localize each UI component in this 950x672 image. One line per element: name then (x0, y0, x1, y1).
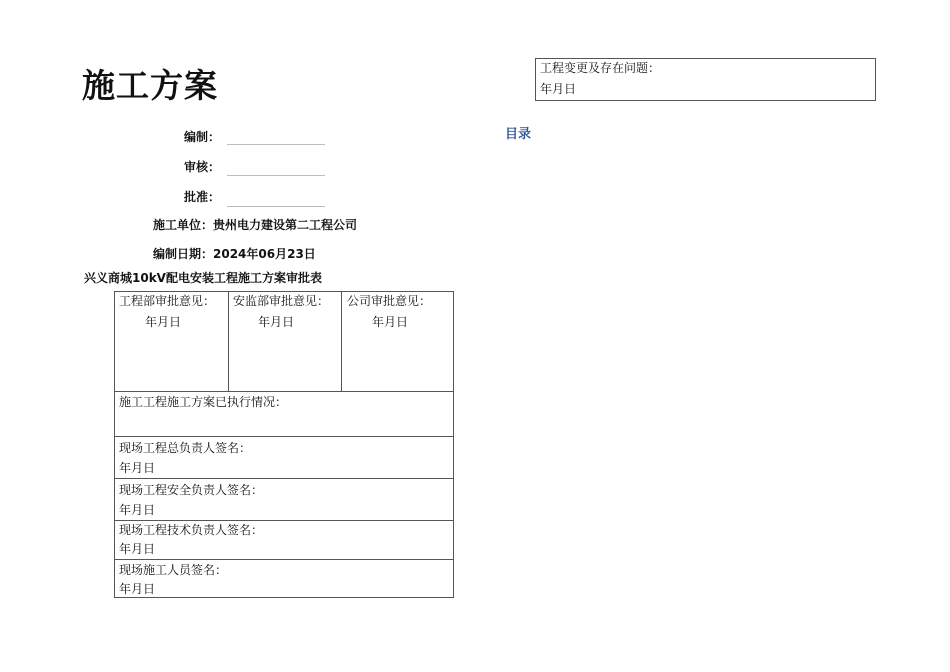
company-opinion-date: 年月日 (372, 315, 409, 329)
changes-label: 工程变更及存在问题： (540, 61, 661, 75)
toc-heading[interactable]: 目录 (505, 127, 532, 142)
row-divider-3 (115, 478, 453, 479)
technical-manager-signature-label: 现场工程技术负责人签名： (119, 523, 264, 537)
document-title: 施工方案 (82, 66, 218, 105)
compiled-by-label: 编制： (184, 130, 221, 144)
engineering-dept-opinion-label: 工程部审批意见： (119, 294, 216, 308)
approved-by-label: 批准： (184, 190, 221, 204)
changes-date: 年月日 (540, 82, 577, 96)
safety-dept-opinion-date: 年月日 (258, 315, 295, 329)
reviewed-by-label: 审核： (184, 160, 221, 174)
col-divider-1 (228, 292, 229, 391)
site-manager-signature-label: 现场工程总负责人签名： (119, 441, 252, 455)
compile-date: 编制日期：2024年06月23日 (153, 247, 316, 261)
site-manager-signature-date: 年月日 (119, 461, 156, 475)
compiled-by-line (227, 144, 325, 145)
construction-staff-signature-label: 现场施工人员签名： (119, 563, 228, 577)
safety-manager-signature-date: 年月日 (119, 503, 156, 517)
approved-by-line (227, 206, 325, 207)
reviewed-by-line (227, 175, 325, 176)
col-divider-2 (341, 292, 342, 391)
company-opinion-label: 公司审批意见： (347, 294, 432, 308)
technical-manager-signature-date: 年月日 (119, 542, 156, 556)
row-divider-2 (115, 436, 453, 437)
approval-table-title: 兴义商城10kV配电安装工程施工方案审批表 (84, 271, 322, 285)
row-divider-1 (115, 391, 453, 392)
approval-table (114, 291, 454, 598)
construction-staff-signature-date: 年月日 (119, 582, 156, 596)
construction-unit: 施工单位：贵州电力建设第二工程公司 (153, 218, 358, 232)
engineering-dept-opinion-date: 年月日 (145, 315, 182, 329)
execution-status-label: 施工工程施工方案已执行情况： (119, 395, 288, 409)
row-divider-5 (115, 559, 453, 560)
safety-manager-signature-label: 现场工程安全负责人签名： (119, 483, 264, 497)
row-divider-4 (115, 520, 453, 521)
safety-dept-opinion-label: 安监部审批意见： (233, 294, 330, 308)
changes-box (535, 58, 876, 101)
